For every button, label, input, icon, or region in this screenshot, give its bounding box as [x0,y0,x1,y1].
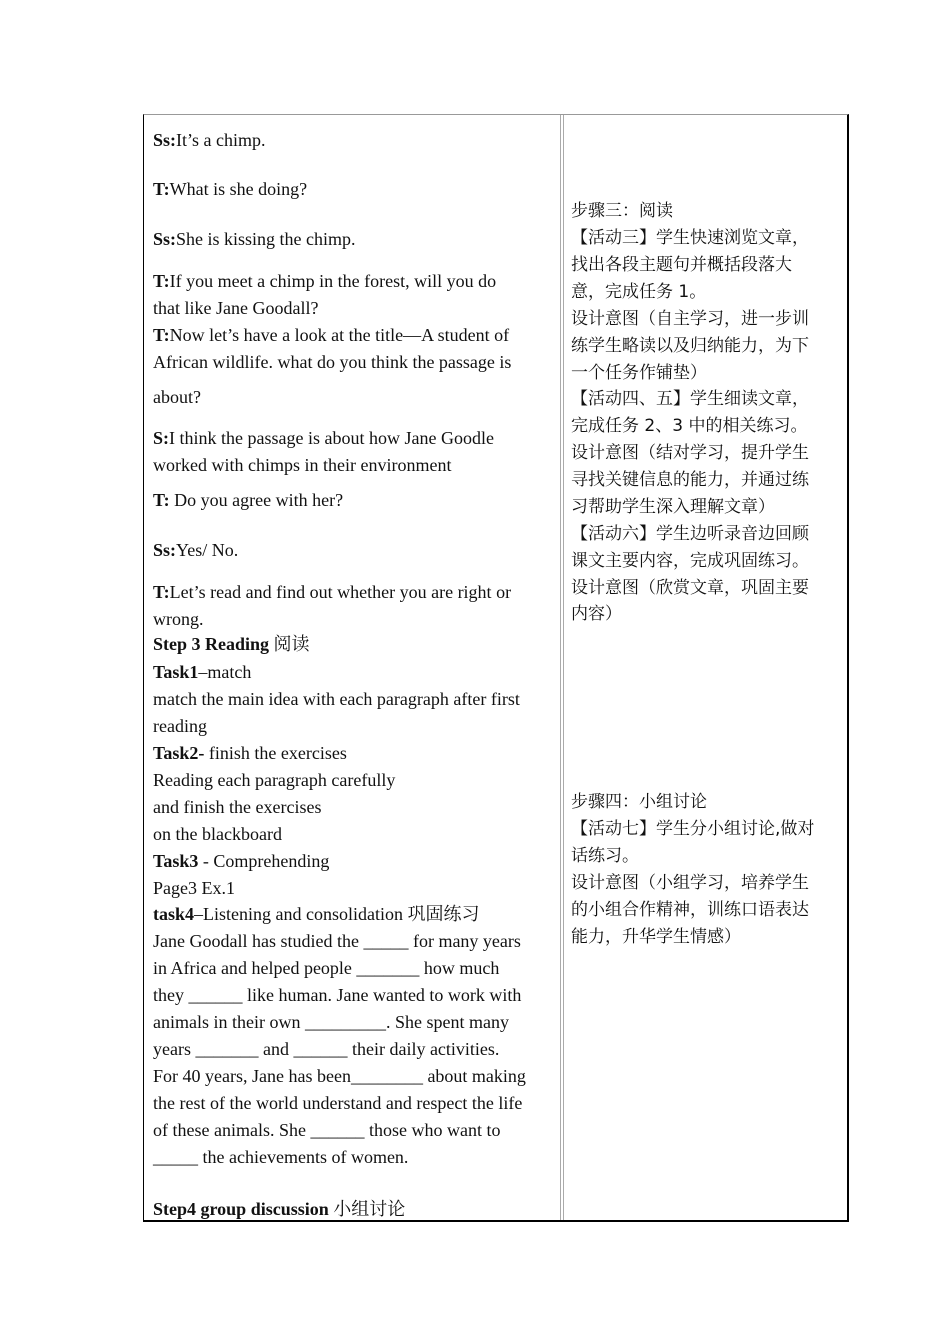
intent-line: 设计意图（自主学习，进一步训 [571,309,809,329]
dialogue-line: T:Let’s read and find out whether you are right or [153,582,512,602]
activity-line: 话练习。 [571,846,639,866]
intent-line: 设计意图（欣赏文章，巩固主要 [571,578,809,598]
intent-line: 设计意图（小组学习，培养学生 [571,873,809,893]
text-line: reading [153,716,207,736]
dialogue-line: S:I think the passage is about how Jane Goodle [153,428,494,448]
intent-line: 一个任务作铺垫） [571,363,707,383]
intent-line: 的小组合作精神，训练口语表达 [571,900,809,920]
activity-line: 意，完成任务 1。 [571,282,707,302]
task-heading: Task1–match [153,662,252,682]
task-heading: Task2- finish the exercises [153,743,347,763]
text-line: Jane Goodall has studied the _____ for many years [153,931,521,951]
task-heading: Task3 - Comprehending [153,851,330,871]
dialogue-line: Ss:It’s a chimp. [153,130,266,150]
text-line: the rest of the world understand and respect the life [153,1093,523,1113]
text-line: African wildlife. what do you think the passage is [153,352,512,372]
column-divider [560,115,561,1220]
text-line: in Africa and helped people _______ how much [153,958,500,978]
text-line: Reading each paragraph carefully [153,770,396,790]
text-line: and finish the exercises [153,797,322,817]
intent-line: 习帮助学生深入理解文章） [571,497,775,517]
intent-line: 练学生略读以及归纳能力，为下 [571,336,809,356]
text-line: about? [153,387,201,407]
task-heading: task4–Listening and consolidation 巩固练习 [153,904,480,924]
text-line: that like Jane Goodall? [153,298,319,318]
text-line: match the main idea with each paragraph after first [153,689,520,709]
intent-line: 内容） [571,604,622,624]
dialogue-line: T: Do you agree with her? [153,490,344,510]
activity-line: 【活动六】学生边听录音边回顾 [571,524,809,544]
dialogue-line: T:If you meet a chimp in the forest, will you do [153,271,497,291]
dialogue-line: Ss:She is kissing the chimp. [153,229,356,249]
step-heading: Step 3 Reading 阅读 [153,634,310,654]
step-title: 步骤四：小组讨论 [571,792,707,812]
text-line: wrong. [153,609,204,629]
text-line: on the blackboard [153,824,282,844]
dialogue-line: T:Now let’s have a look at the title—A student of [153,325,510,345]
text-line: Page3 Ex.1 [153,878,235,898]
activity-line: 【活动四、五】学生细读文章， [571,389,809,409]
text-line: of these animals. She ______ those who want to [153,1120,501,1140]
lesson-table [143,114,849,1222]
activity-line: 【活动三】学生快速浏览文章， [571,228,809,248]
dialogue-line: T:What is she doing? [153,179,308,199]
text-line: _____ the achievements of women. [153,1147,409,1167]
text-line: For 40 years, Jane has been________ about making [153,1066,526,1086]
teaching-procedure-cell [144,115,560,1220]
design-intent-cell [564,115,850,1220]
intent-line: 寻找关键信息的能力，并通过练 [571,470,809,490]
text-line: they ______ like human. Jane wanted to work with [153,985,522,1005]
text-line: years _______ and ______ their daily activities. [153,1039,500,1059]
text-line: animals in their own _________. She spent many [153,1012,509,1032]
dialogue-line: Ss:Yes/ No. [153,540,239,560]
activity-line: 找出各段主题句并概括段落大 [571,255,792,275]
intent-line: 设计意图（结对学习，提升学生 [571,443,809,463]
step-title: 步骤三：阅读 [571,201,673,221]
text-line: worked with chimps in their environment [153,455,452,475]
activity-line: 【活动七】学生分小组讨论,做对 [571,819,815,839]
activity-line: 课文主要内容，完成巩固练习。 [571,551,809,571]
intent-line: 能力，升华学生情感） [571,927,741,947]
activity-line: 完成任务 2、3 中的相关练习。 [571,416,808,436]
step-heading: Step4 group discussion 小组讨论 [153,1199,406,1219]
